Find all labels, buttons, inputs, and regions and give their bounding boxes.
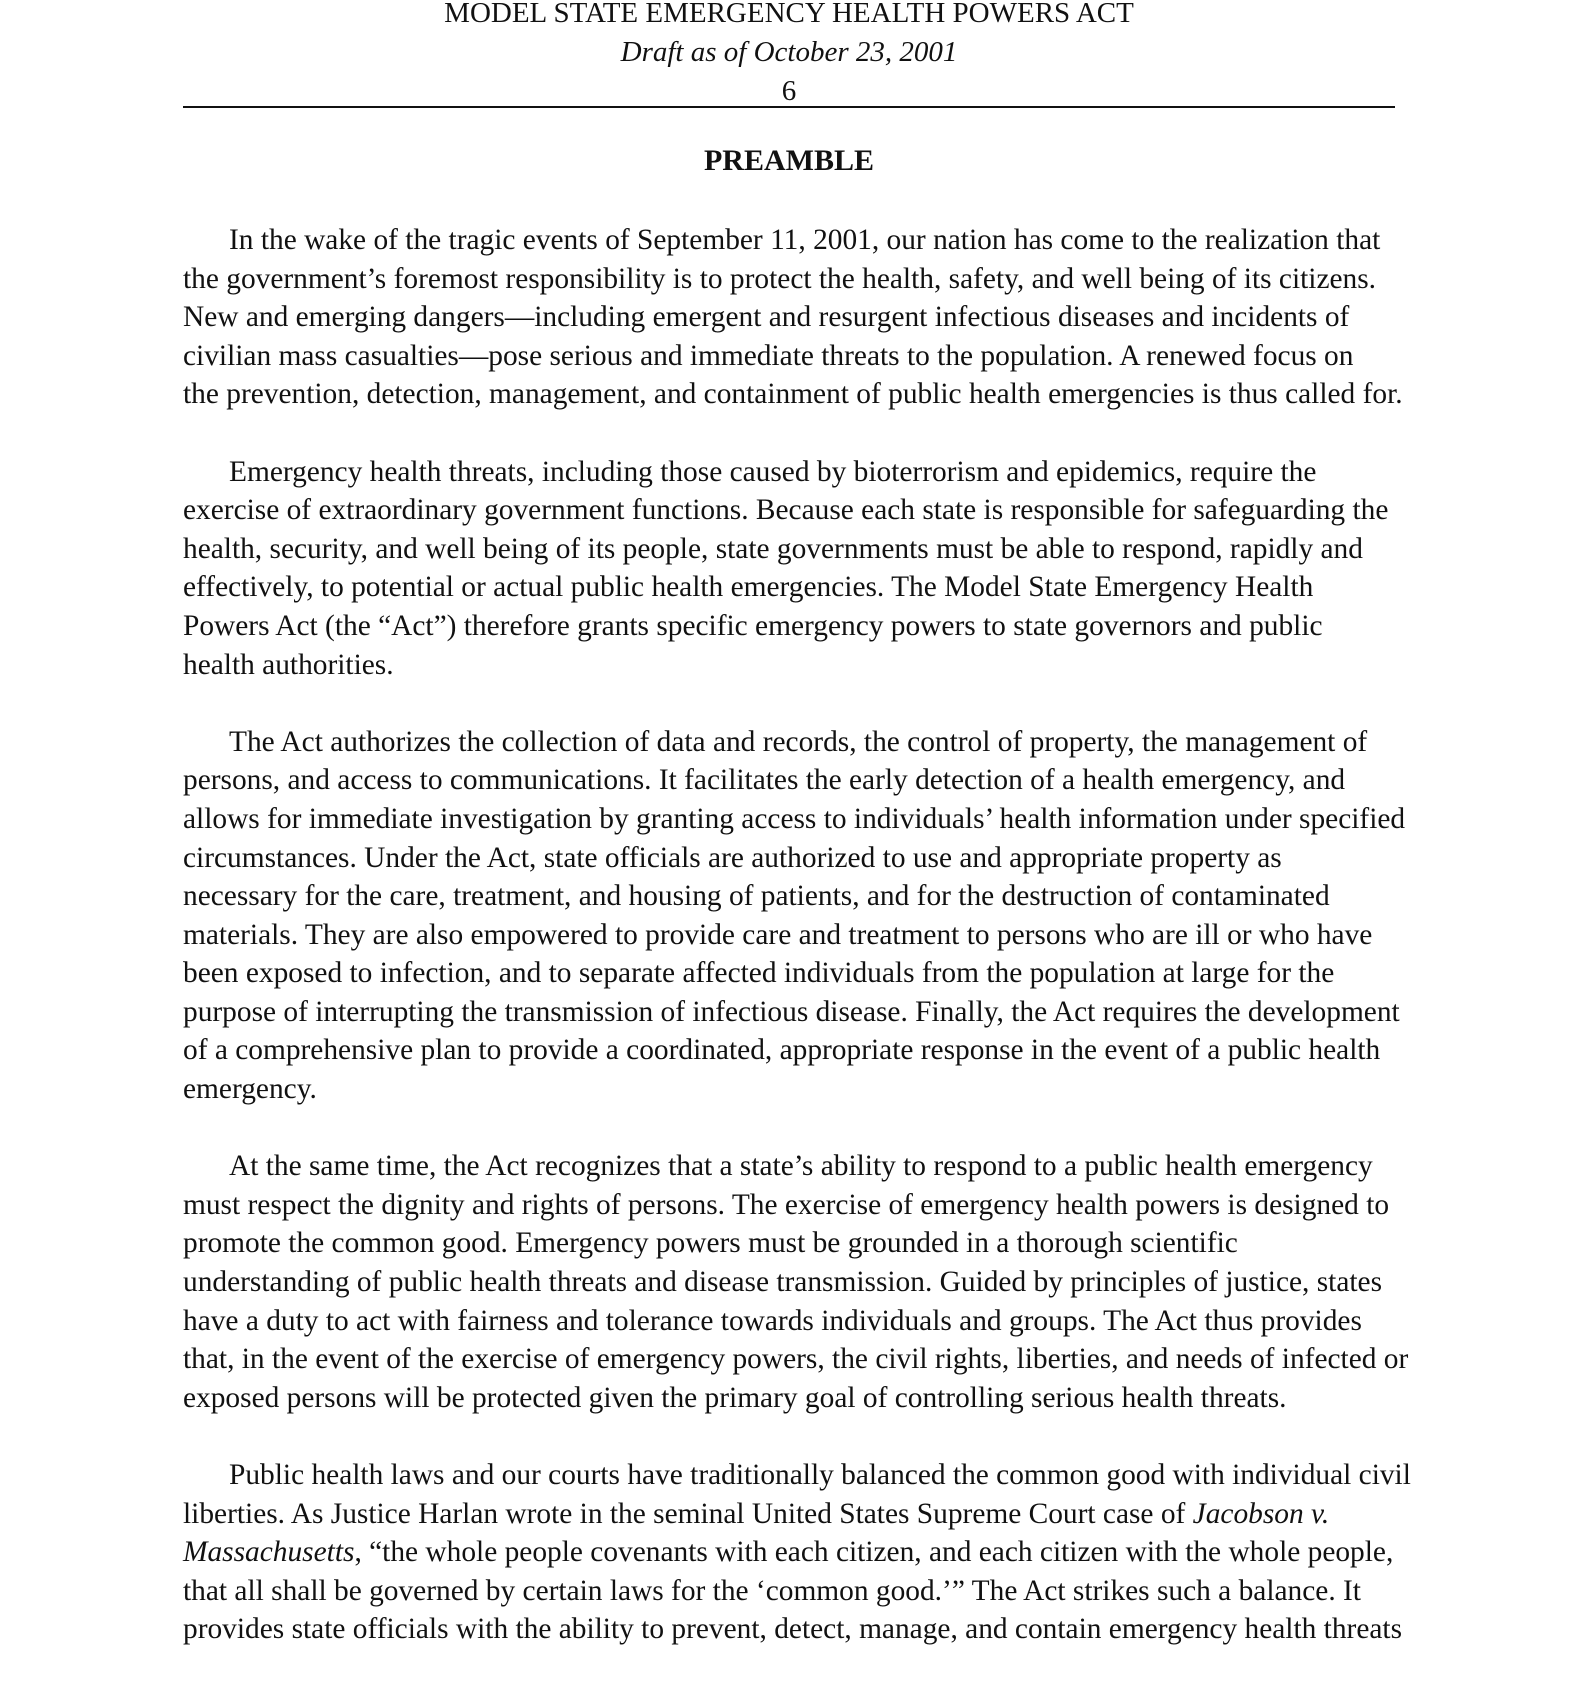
- text-line: that all shall be governed by certain laws for the ‘common good.’” The Act strikes such a balance. It: [183, 1574, 1361, 1607]
- preamble-body: [183, 221, 1495, 1688]
- draft-date: Draft as of October 23, 2001: [620, 36, 958, 68]
- text-line: persons, and access to communications. It facilitates the early detection of a health emergency, and: [183, 764, 1346, 797]
- document-title: MODEL STATE EMERGENCY HEALTH POWERS ACT: [444, 0, 1134, 29]
- text-line: of a comprehensive plan to provide a coordinated, appropriate response in the event of a public health: [183, 1034, 1381, 1067]
- text-line: have a duty to act with fairness and tolerance towards individuals and groups. The Act thus provides: [183, 1304, 1362, 1337]
- paragraph: [183, 453, 1495, 685]
- text-line: health, security, and well being of its people, state governments must be able to respond, rapidly and: [183, 532, 1363, 565]
- case-name-italic: Jacobson v.: [1192, 1497, 1330, 1530]
- text-line: been exposed to infection, and to separate affected individuals from the population at large for the: [183, 957, 1335, 990]
- text-line: purpose of interrupting the transmission of infectious disease. Finally, the Act requires the development: [183, 995, 1400, 1028]
- text-line: In the wake of the tragic events of September 11, 2001, our nation has come to the realization that: [229, 224, 1381, 256]
- text-line: emergency.: [183, 1073, 317, 1106]
- text-line: materials. They are also empowered to provide care and treatment to persons who are ill or who have: [183, 918, 1373, 951]
- text-line: [183, 1495, 1495, 1534]
- text-line: New and emerging dangers—including emergent and resurgent infectious diseases and incidents of: [183, 301, 1350, 334]
- text-run: liberties. As Justice Harlan wrote in the seminal United States Supreme Court case of: [183, 1497, 1193, 1530]
- text-line: the prevention, detection, management, and containment of public health emergencies is thus called for.: [183, 378, 1403, 411]
- text-line: exercise of extraordinary government functions. Because each state is responsible for safeguarding the: [183, 494, 1389, 527]
- text-line: Emergency health threats, including those caused by bioterrorism and epidemics, require the: [229, 455, 1317, 488]
- text-line: allows for immediate investigation by granting access to individuals’ health information under specified: [183, 802, 1406, 835]
- text-line: the government’s foremost responsibility is to protect the health, safety, and well being of its citizens.: [183, 262, 1377, 295]
- text-line: The Act authorizes the collection of data and records, the control of property, the management of: [229, 725, 1368, 758]
- text-line: necessary for the care, treatment, and housing of patients, and for the destruction of contaminated: [183, 880, 1330, 913]
- paragraph: [183, 1456, 1495, 1649]
- text-line: effectively, to potential or actual public health emergencies. The Model State Emergency Health: [183, 571, 1314, 604]
- text-line: health authorities.: [183, 648, 394, 681]
- text-line: provides state officials with the ability to prevent, detect, manage, and contain emergency health threats: [183, 1613, 1403, 1646]
- text-line: [183, 1533, 1495, 1572]
- page-number: 6: [781, 75, 797, 107]
- text-line: civilian mass casualties—pose serious and immediate threats to the population. A renewed focus on: [183, 339, 1354, 372]
- text-line: Public health laws and our courts have traditionally balanced the common good with individual civil: [229, 1459, 1411, 1491]
- text-line: understanding of public health threats and disease transmission. Guided by principles of justice, states: [183, 1266, 1383, 1299]
- text-line: At the same time, the Act recognizes that a state’s ability to respond to a public health emergency: [229, 1150, 1373, 1183]
- text-run: , “the whole people covenants with each citizen, and each citizen with the whole people,: [354, 1536, 1394, 1569]
- text-line: that, in the event of the exercise of emergency powers, the civil rights, liberties, and needs of infected or: [183, 1343, 1409, 1376]
- text-line: promote the common good. Emergency powers must be grounded in a thorough scientific: [183, 1227, 1238, 1260]
- case-name-italic: Massachusetts: [183, 1536, 355, 1569]
- text-line: exposed persons will be protected given the primary goal of controlling serious health threats.: [183, 1381, 1287, 1414]
- section-title: PREAMBLE: [703, 144, 874, 177]
- paragraph: [183, 1147, 1495, 1417]
- header-rule: [183, 106, 1395, 108]
- text-line: must respect the dignity and rights of persons. The exercise of emergency health powers is designed to: [183, 1188, 1390, 1221]
- paragraph: [183, 221, 1495, 414]
- text-line: circumstances. Under the Act, state officials are authorized to use and appropriate property as: [183, 841, 1282, 874]
- page-header: [183, 0, 1395, 111]
- text-line: Powers Act (the “Act”) therefore grants specific emergency powers to state governors and public: [183, 609, 1323, 642]
- paragraph: [183, 723, 1495, 1109]
